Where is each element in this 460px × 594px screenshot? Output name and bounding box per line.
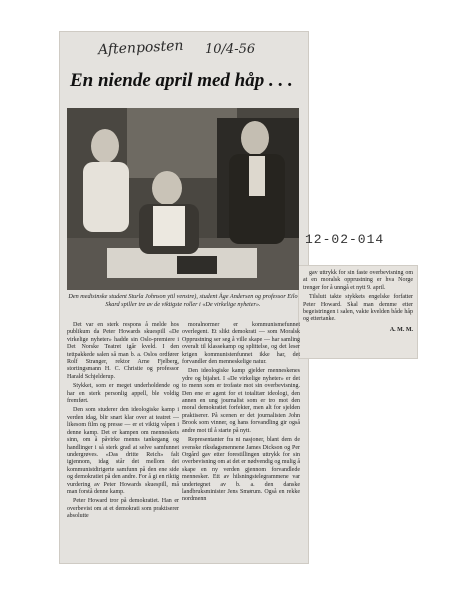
author-signature: A. M. M. [389,326,413,333]
handwritten-newspaper-name: Aftenposten [97,37,184,59]
article-column-continuation [303,270,413,334]
article-column-middle [182,322,300,506]
paragraph: moralnormer er kommunismefunnet overlegent. Et slikt demokrati — som Moralsk Opprustning ser seg å ville skape — har samling overalt til klassekamp og splittelse, og det leser krigen kommunistenfunnet ikke har, det forvandler den menneskelige natur. [182,322,300,366]
paragraph: Det var en sterk respons å melde hos publikum da Peter Howards skuespill «De virkelige nyheter» hadde sin Oslo-premiere i Det Norske Teatret igår kveld. I den tettpakkede salen så man b. a. Oslos ordfører Rolf Stranger, rektor Arne Fjelberg, stortingsmann H. C. Christie og professor Harald Schjelderup. [67,322,179,380]
archive-stamp-date: 12-02-014 [305,232,385,247]
paragraph: Representanter fra ni nasjoner, blant dem de svenske riksdagsmennene James Dickson og Per Orgård gav etter forestillingen uttrykk for sin overbevisning om at det er nødvendig og mulig å skape en ny verden gjennom forvandlede mennesker. Ett av hilsningstelegrammene var undertegnet av b. a. den danske landbruksminister Jens Smørum. Også en rekke nordmenn [182,437,300,503]
article-column-left [67,322,179,523]
photo-illustration [67,108,299,290]
paragraph: Den ideologiske kamp gjelder menneskenes ydre og bijahet. I «De virkelige nyheter» er det to menn som er trofaste mot sin overbevisning. Den ene er agent for et totalitær ideologi, den annen en ung journalist som er tro mot den moral demokratiet forfekter, men alt for sjelden praktiserer. På scenen er det journalisten John Brook som vinner, og hans forvandling gir også andre mot til å starte på nytt. [182,368,300,434]
article-photo [67,108,299,290]
paragraph: Stykket, som er meget underholdende og har en sterk personlig appell, ble voldig fremført. [67,383,179,405]
paragraph: Peter Howard tror på demokratiet. Han er overbevist om at et demokrati som praktiserer absolutte [67,498,179,520]
paragraph: gav uttrykk for sin faste overbevisning om at en moralsk opprustning er hva Norge trenger for å unngå et nytt 9. april. [303,270,413,291]
article-headline: En niende april med håp . . . [70,70,293,91]
photo-caption: Den medisinske student Sturla Johnson ytil venstre), student Åge Andersen og professor Eilo Skard spiller tre av de viktigste roller i «De virkelige nyheter». [68,293,298,308]
paragraph: Tilslutt takte stykkets engelske forfatter Peter Howard. Skal man demme etter begeistringen i salen, vakte kvelden både håp og ettertanke. [303,294,413,323]
handwritten-date: 10/4-56 [205,42,256,57]
paragraph: Den som studerer den ideologiske kamp i verden idag, blir snart klar over at teatret — likesom film og presse — er et viktig våpen i denne kamp. Det er kampen om menneskets sinn, om å påvirke menns tankegang og handlinger i så sterk grad at selve samfunnet undergrøves. «Das dritte Reich» falt igjennom, idag står det mellom det kommunistdirigerte samfunn på den ene side og demokratiet på den andre. For å gi en riktig vurdering av Peter Howards skuespill, må man forstå denne kamp. [67,407,179,495]
